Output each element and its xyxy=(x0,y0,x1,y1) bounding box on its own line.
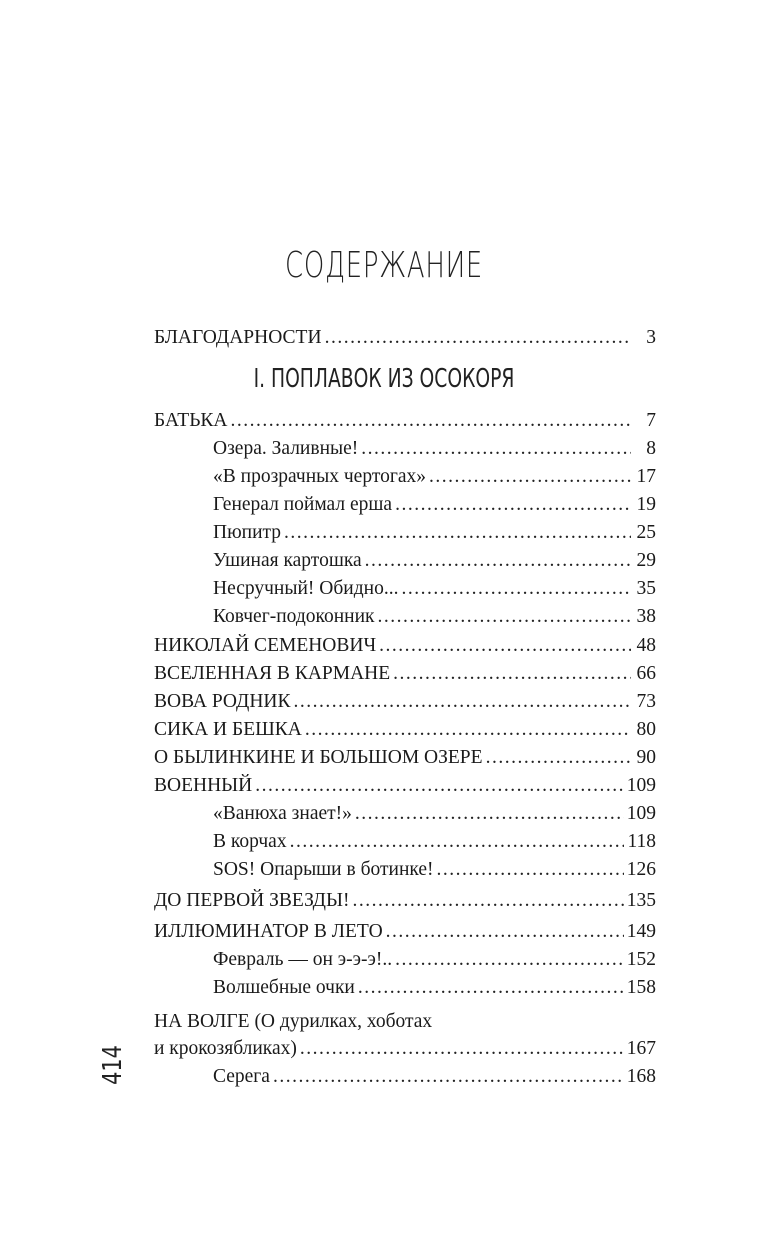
toc-leader-dots xyxy=(352,887,623,915)
toc-leader-dots xyxy=(386,918,624,946)
toc-entry-page: 66 xyxy=(636,663,656,684)
toc-entry-first-line[interactable] xyxy=(154,1008,656,1036)
toc-entry-page: 29 xyxy=(636,550,656,571)
toc-entry[interactable] xyxy=(154,772,656,800)
toc-subentry[interactable] xyxy=(213,800,656,828)
toc-entry-page: 118 xyxy=(627,831,656,852)
toc-subentry[interactable] xyxy=(213,856,656,884)
toc-leader-dots xyxy=(401,575,631,603)
toc-subentry[interactable] xyxy=(213,519,656,547)
toc-entry[interactable] xyxy=(154,660,656,688)
toc-entry[interactable] xyxy=(154,1035,656,1063)
toc-subentry[interactable] xyxy=(213,603,656,631)
toc-entry-title: Ковчег-подоконник xyxy=(213,606,375,627)
toc-entry-page: 135 xyxy=(626,890,656,911)
toc-leader-dots xyxy=(255,772,623,800)
toc-entry-page: 38 xyxy=(636,606,656,627)
toc-entry[interactable] xyxy=(154,632,656,660)
toc-leader-dots xyxy=(437,856,624,884)
toc-subentry[interactable] xyxy=(213,828,656,856)
toc-entry[interactable] xyxy=(154,324,656,352)
toc-entry-title: ВОЕННЫЙ xyxy=(154,775,253,796)
toc-entry-page: 126 xyxy=(626,859,656,880)
toc-entry-page: 19 xyxy=(636,494,656,515)
toc-entry-page: 80 xyxy=(636,719,656,740)
toc-entry-page: 158 xyxy=(626,977,656,998)
toc-entry-page: 7 xyxy=(646,410,656,431)
toc-entry-title: БЛАГОДАРНОСТИ xyxy=(154,327,322,348)
toc-entry-page: 17 xyxy=(636,466,656,487)
toc-entry[interactable] xyxy=(154,688,656,716)
toc-entry-page: 149 xyxy=(626,921,656,942)
page-number: 414 xyxy=(98,1045,128,1085)
toc-entry-title: Несручный! Обидно... xyxy=(213,578,399,599)
toc-entry-title: Волшебные очки xyxy=(213,977,355,998)
toc-entry[interactable] xyxy=(154,716,656,744)
toc-entry-page: 109 xyxy=(626,775,656,796)
toc-entry-page: 48 xyxy=(636,635,656,656)
toc-entry-title: ИЛЛЮМИНАТОР В ЛЕТО xyxy=(154,921,383,942)
toc-leader-dots xyxy=(361,435,631,463)
toc-entry-title: «В прозрачных чертогах» xyxy=(213,466,426,487)
toc-entry-title: ВСЕЛЕННАЯ В КАРМАНЕ xyxy=(154,663,391,684)
toc-leader-dots xyxy=(365,547,631,575)
toc-entry-page: 3 xyxy=(646,327,656,348)
toc-leader-dots xyxy=(300,1035,624,1063)
toc-entry-page: 152 xyxy=(626,949,656,970)
toc-entry-page: 35 xyxy=(636,578,656,599)
toc-entry[interactable] xyxy=(154,887,656,915)
toc-entry-page: 109 xyxy=(626,803,656,824)
toc-entry-page: 25 xyxy=(636,522,656,543)
toc-leader-dots xyxy=(355,800,624,828)
toc-entry[interactable] xyxy=(154,918,656,946)
toc-entry-title: «Ванюха знает!» xyxy=(213,803,352,824)
toc-leader-dots xyxy=(273,1063,624,1091)
toc-subentry[interactable] xyxy=(213,547,656,575)
toc-entry-title: и крокозябликах) xyxy=(154,1038,297,1059)
toc-leader-dots xyxy=(395,491,631,519)
toc-leader-dots xyxy=(358,974,624,1002)
toc-entry-title: Пюпитр xyxy=(213,522,282,543)
toc-subentry[interactable] xyxy=(213,946,656,974)
toc-subentry[interactable] xyxy=(213,575,656,603)
toc-entry-title: ДО ПЕРВОЙ ЗВЕЗДЫ! xyxy=(154,890,350,911)
toc-leader-dots xyxy=(379,632,631,660)
toc-entry-title: БАТЬКА xyxy=(154,410,228,431)
toc-leader-dots xyxy=(325,324,631,352)
toc-entry-title: Серега xyxy=(213,1066,270,1087)
toc-subentry[interactable] xyxy=(213,463,656,491)
toc-entry-page: 167 xyxy=(626,1038,656,1059)
toc-leader-dots xyxy=(393,660,631,688)
toc-leader-dots xyxy=(395,946,624,974)
toc-leader-dots xyxy=(231,407,631,435)
toc-leader-dots xyxy=(486,744,631,772)
toc-entry[interactable] xyxy=(154,407,656,435)
page-title: СОДЕРЖАНИЕ xyxy=(285,245,483,286)
toc-leader-dots xyxy=(378,603,631,631)
toc-entry-title: В корчах xyxy=(213,831,287,852)
toc-entry-title: Ушиная картошка xyxy=(213,550,362,571)
toc-leader-dots xyxy=(284,519,631,547)
toc-entry-title: Озера. Заливные! xyxy=(213,438,359,459)
toc-entry-title: ВОВА РОДНИК xyxy=(154,691,291,712)
toc-subentry[interactable] xyxy=(213,435,656,463)
section-heading: I. ПОПЛАВОК ИЗ ОСОКОРЯ xyxy=(253,364,515,394)
toc-subentry[interactable] xyxy=(213,974,656,1002)
toc-entry-title: Генерал поймал ерша xyxy=(213,494,393,515)
toc-entry-page: 90 xyxy=(636,747,656,768)
toc-entry-page: 168 xyxy=(626,1066,656,1087)
toc-entry-title: Февраль — он э-э-э!.. xyxy=(213,949,393,970)
toc-entry-title: СИКА И БЕШКА xyxy=(154,719,302,740)
toc-leader-dots xyxy=(429,463,631,491)
toc-entry-title: НА ВОЛГЕ (О дурилках, хоботах xyxy=(154,1011,433,1032)
toc-entry-page: 8 xyxy=(646,438,656,459)
toc-entry-page: 73 xyxy=(636,691,656,712)
toc-leader-dots xyxy=(294,688,632,716)
toc-entry-title: О БЫЛИНКИНЕ И БОЛЬШОМ ОЗЕРЕ xyxy=(154,747,483,768)
toc-leader-dots xyxy=(290,828,625,856)
toc-entry-title: SOS! Опарыши в ботинке! xyxy=(213,859,434,880)
toc-entry[interactable] xyxy=(154,744,656,772)
toc-leader-dots xyxy=(305,716,631,744)
toc-subentry[interactable] xyxy=(213,1063,656,1091)
toc-subentry[interactable] xyxy=(213,491,656,519)
toc-entry-title: НИКОЛАЙ СЕМЕНОВИЧ xyxy=(154,635,377,656)
